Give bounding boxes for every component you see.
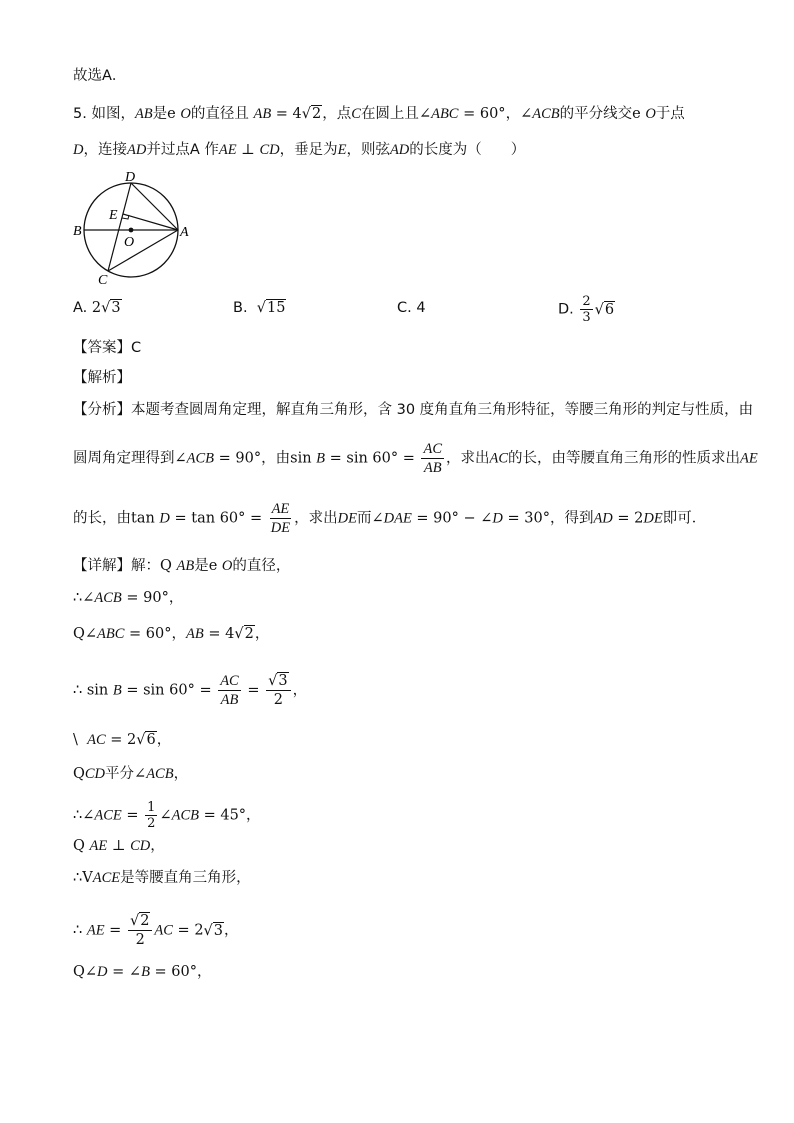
because-glyph: Q [73,964,85,980]
therefore-glyph: ∴ [73,807,83,824]
question-line-2: D，连接AD并过点A 作AE ⊥ CD，垂足为E，则弦AD的长度为（ ） [73,142,526,158]
choice-b-label: B. [233,300,248,316]
q-text: 是 [152,106,168,122]
choice-d: D. $\frac{2}{3}$ √6 [558,294,615,325]
label-e: E [109,208,118,223]
chord-cd [108,183,131,271]
detail-line-4: ∴ sin B = sin 60° = $\frac{AC}{AB}$ = $\frac{√3}{2}$ ， [73,673,308,708]
detail-line-8: Q AE ⊥ CD， [73,838,165,854]
analysis-text: 而 [356,510,372,527]
detail-line-6: QCD平分∠ACB， [73,766,189,782]
analysis-line-3: 的长，由tan D = tan 60° = $\frac{AE}{DE}$ ，求出DE而∠DAE = 90° − ∠D = 30°，得到AD = 2DE即可． [73,501,707,536]
q-text: ，垂足为 [279,142,338,158]
because-glyph: Q [73,766,85,782]
analysis-text: ，求出 [446,450,490,467]
detail-line-3: Q∠ABC = 60°，AB = 4√2， [73,626,270,642]
analysis-line-1 [73,400,753,420]
analysis-label: 【分析】 [73,402,131,418]
circle-glyph: e [632,106,641,122]
label-b: B [73,224,82,239]
detail-line-1: 【详解】解：Q AB是e O的直径， [73,558,291,574]
analysis-text: ，求出 [294,510,338,527]
choice-a: A. 2√3 [73,300,121,316]
q-text: 并过点A 作 [146,142,219,158]
analysis-text: 本题考查圆周角定理，解直角三角形，含 30 度角直角三角形特征，等腰三角形的判定与性质，由 [131,402,754,418]
chord-ac [108,230,178,271]
label-c: C [98,273,108,288]
detail-line-11: Q∠D = ∠B = 60°， [73,964,212,980]
center-dot [129,228,134,233]
q-text: 的长度为（ ） [409,142,526,158]
answer-line [73,338,141,358]
because-glyph: Q [160,558,172,574]
backslash-glyph: \ [73,732,78,748]
label-a: A [180,225,189,240]
detail-tag: 【详解】 [73,558,131,574]
analysis-text: 圆周角定理得到 [73,450,175,467]
because-glyph: Q [73,626,85,642]
choice-a-label: A. [73,300,88,316]
detail-line-2: ∴∠ACB = 90°， [73,590,184,606]
analysis-line-2: 圆周角定理得到∠ACB = 90°，由sin B = sin 60° = $\frac{AC}{AB}$ ，求出AC的长，由等腰直角三角形的性质求出AE [73,441,758,476]
answer-value: C [131,340,142,356]
detail-text: 是 [194,558,209,574]
detail-text: 解： [131,558,160,574]
q-text: ， [505,106,521,122]
circle-glyph: e [167,106,176,122]
analysis-text: 的长，由等腰直角三角形的性质求出 [508,450,741,467]
q-text: 在圆上且 [360,106,419,122]
q-text: ，则弦 [346,142,390,158]
therefore-glyph: ∴ [73,682,83,699]
q-text: 的直径且 [190,106,249,122]
detail-text: 的直径， [232,558,291,574]
analysis-tag: 【解析】 [73,370,131,386]
analysis-text: ，由 [261,450,291,467]
analysis-text: ，得到 [549,510,594,527]
because-glyph: Q [73,838,85,854]
q-text: ，点 [322,106,352,122]
q-text: 于点 [655,106,685,122]
choice-d-label: D. [558,301,574,318]
therefore-glyph: ∴ [73,922,83,939]
question-number: 5. 如图， [73,106,135,122]
detail-line-10: ∴ AE = $\frac{√2}{2}$ AC = 2√3， [73,913,239,948]
question-line-1: 5. 如图，AB是e O的直径且 AB = 4√2，点C在圆上且∠ABC = 60°，∠ACB的平分线交e O于点 [73,106,685,122]
detail-line-5: \ AC = 2√6， [73,732,172,748]
label-d: D [125,170,136,185]
detail-line-7: ∴∠ACE = $\frac{1}{2}$ ∠ACB = 45°， [73,800,261,831]
detail-text: 平分 [105,766,135,782]
q-text: 的平分线交 [559,106,633,122]
choice-c: C. 4 [397,300,426,316]
detail-line-9: ∴VACE是等腰直角三角形， [73,870,251,886]
detail-text: 是等腰直角三角形， [120,870,251,886]
choice-b: B. √15 [233,300,286,316]
therefore-glyph: ∴ [73,870,83,886]
analysis-text: 即可． [662,510,707,527]
label-o: O [124,235,135,250]
q-text: ，连接 [83,142,127,158]
analysis-text: 的长，由 [73,510,131,527]
intro-line: 故选A． [73,68,127,84]
circle-figure [70,168,200,290]
therefore-glyph: ∴ [73,590,83,606]
answer-tag: 【答案】 [73,340,131,356]
circle-glyph: e [208,558,218,574]
